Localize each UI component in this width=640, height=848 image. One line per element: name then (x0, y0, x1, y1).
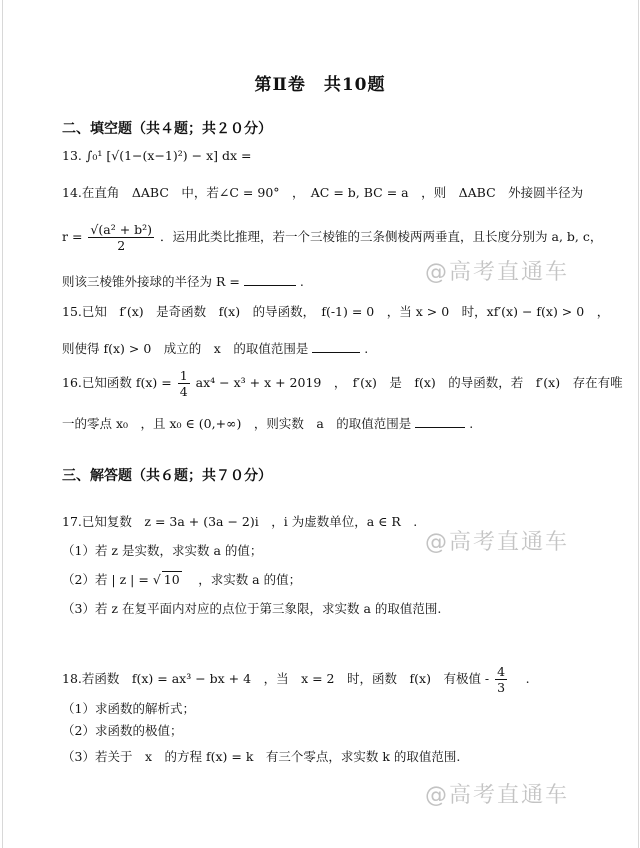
page-title: 第Ⅱ卷 共10题 (254, 75, 386, 95)
q17-p2-prefix: （2）若 | z | = (62, 572, 149, 587)
q15-line2-text: 则使得 f(x) > 0 成立的 x 的取值范围是 (62, 341, 309, 356)
q17-p2-sqrt-value: 10 (163, 572, 180, 587)
question-14-line3 (62, 273, 304, 291)
q18-prefix: 18.若函数 f(x) = ax³ − bx + 4 ，当 x = 2 时，函数 f(x) 有极值 - (62, 671, 490, 686)
q17-p2-suffix: ，求实数 a 的值； (185, 572, 302, 587)
question-17-part1: （1）若 z 是实数，求实数 a 的值； (62, 543, 263, 558)
watermark-3: @高考直通车 (425, 783, 570, 808)
section-answer-heading: 三、解答题（共６题；共７０分） (62, 468, 272, 484)
q14-line3-text: 则该三棱锥外接球的半径为 R = (62, 274, 240, 289)
q16-fraction-denominator: 4 (179, 384, 188, 399)
question-17-part3: （3）若 z 在复平面内对应的点位于第三象限，求实数 a 的取值范围. (62, 601, 442, 616)
q16-fraction (178, 368, 190, 399)
question-16-line1 (62, 368, 623, 399)
q16-line2-text: 一的零点 x₀ ，且 x₀ ∈ (0,+∞) ，则实数 a 的取值范围是 (62, 416, 412, 431)
q18-suffix: . (513, 671, 530, 686)
question-15-line2 (62, 340, 368, 358)
question-18-part3: （3）若关于 x 的方程 f(x) = k 有三个零点，求实数 k 的取值范围. (62, 749, 461, 764)
section-fill-blank-heading: 二、填空题（共４题；共２０分） (62, 121, 272, 137)
question-14-line1: 14.在直角 ΔABC 中，若∠C = 90° ， AC = b, BC = a ，则 ΔABC 外接圆半径为 (62, 185, 584, 200)
q13-number: 13. (62, 148, 82, 163)
q13-expression: ∫₀¹ [√(1−(x−1)²) − x] dx = (85, 148, 252, 163)
question-13 (62, 147, 251, 165)
q16-fraction-numerator: 1 (179, 368, 188, 383)
q18-fraction-numerator: 4 (497, 664, 506, 679)
q17-p2-sqrt-symbol: √ (152, 572, 161, 587)
q14-radius-denominator: 2 (117, 238, 126, 253)
watermark-2: @高考直通车 (425, 530, 570, 555)
question-18-part1: （1）求函数的解析式； (62, 701, 195, 716)
q14-radius-numerator: √(a² + b²) (90, 222, 153, 237)
q16-rest: ax⁴ − x³ + x + 2019 ， f′(x) 是 f(x) 的导函数，若 f′(x) 存在有唯 (195, 375, 623, 390)
q14-line3-end: . (299, 274, 304, 289)
page-edge-left (2, 0, 3, 848)
question-17-part2 (62, 571, 301, 589)
question-15-line1: 15.已知 f′(x) 是奇函数 f(x) 的导函数， f(-1) = 0 ，当 x > 0 时，xf′(x) − f(x) > 0 ， (62, 304, 610, 319)
q16-answer-blank[interactable] (415, 427, 465, 428)
question-16-line2 (62, 415, 473, 433)
q15-line2-end: . (364, 341, 369, 356)
q18-fraction (495, 664, 507, 695)
q18-fraction-denominator: 3 (497, 680, 506, 695)
q14-line2-text: ．运用此类比推理，若一个三棱锥的三条侧棱两两垂直，且长度分别为 a, b, c， (160, 229, 603, 244)
q16-prefix: 16.已知函数 f(x) = (62, 375, 172, 390)
watermark-1: @高考直通车 (425, 260, 570, 285)
q14-radius-fraction (88, 222, 154, 253)
q14-answer-blank[interactable] (244, 285, 296, 286)
question-17-line1: 17.已知复数 z = 3a + (3a − 2)i ，i 为虚数单位，a ∈ R . (62, 514, 418, 529)
question-18-line1 (62, 664, 530, 695)
page-edge-right (638, 0, 639, 848)
question-18-part2: （2）求函数的极值； (62, 723, 183, 738)
q15-answer-blank[interactable] (312, 352, 360, 353)
question-14-line2 (62, 222, 602, 253)
q16-line2-end: . (469, 416, 474, 431)
q14-r-prefix: r = (62, 229, 83, 244)
